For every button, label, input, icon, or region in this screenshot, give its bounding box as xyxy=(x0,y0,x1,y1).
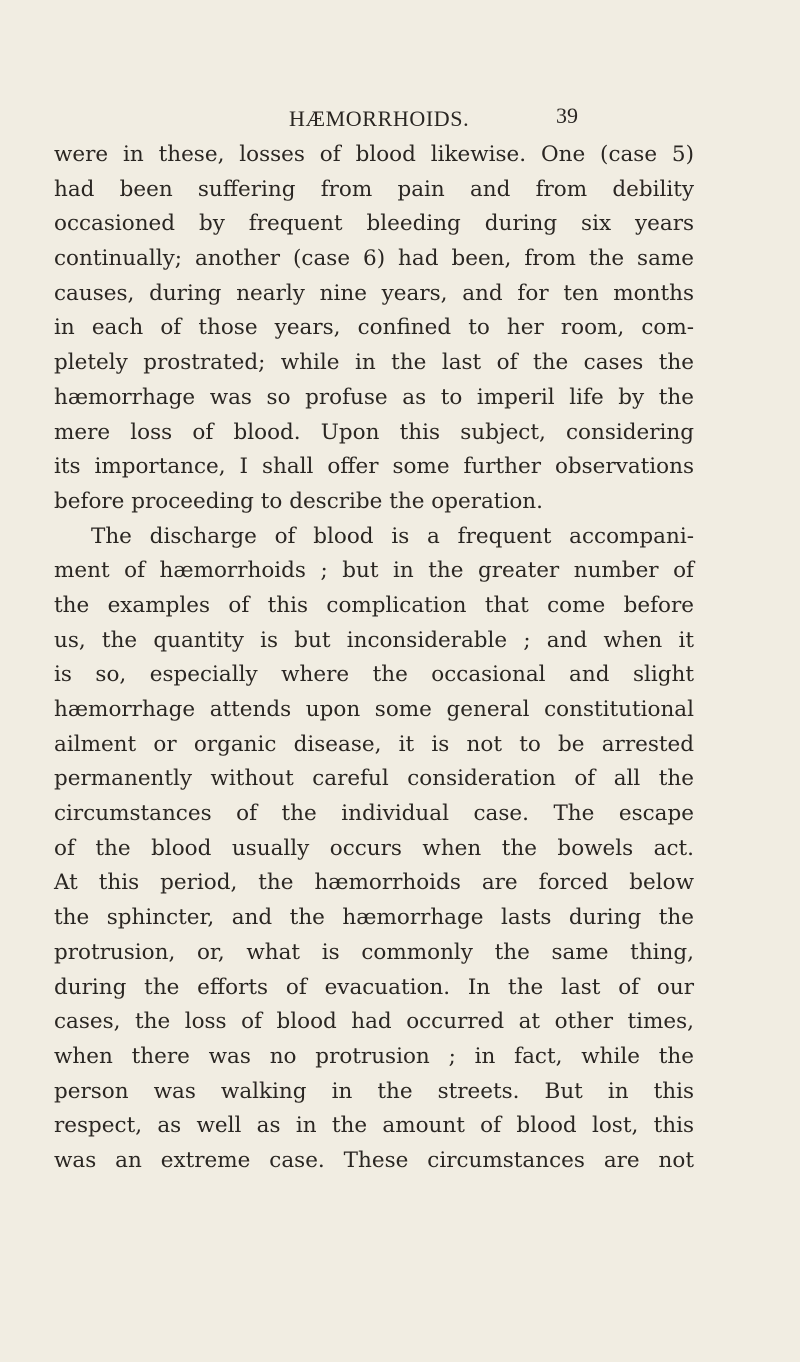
text-line: pletely prostrated; while in the last of the cases the xyxy=(54,350,694,376)
text-line: continually; another (case 6) had been, from the same xyxy=(54,246,694,272)
page-number: 39 xyxy=(556,103,578,128)
text-line: were in these, losses of blood likewise. One (case 5) xyxy=(54,142,694,167)
text-line: when there was no protrusion ; in fact, while the xyxy=(54,1043,694,1069)
text-line: ailment or organic disease, it is not to be arrested xyxy=(54,731,694,757)
text-line: protrusion, or, what is commonly the same thing, xyxy=(54,939,694,965)
text-line: ment of hæmorrhoids ; but in the greater number of xyxy=(54,558,694,584)
text-line: occasioned by frequent bleeding during six years xyxy=(54,211,694,237)
text-line: in each of those years, confined to her room, com- xyxy=(54,315,694,341)
text-line: is so, especially where the occasional and slight xyxy=(54,662,694,688)
text-line: permanently without careful consideration of all the xyxy=(54,766,694,792)
text-line: during the efforts of evacuation. In the last of our xyxy=(54,974,694,1000)
text-line: circumstances of the individual case. The escape xyxy=(54,801,694,827)
text-line: At this period, the hæmorrhoids are forced below xyxy=(54,870,694,896)
body-text xyxy=(54,138,694,1179)
text-line: the examples of this complication that come before xyxy=(54,592,694,618)
text-line: was an extreme case. These circumstances are not xyxy=(54,1147,694,1173)
text-line: us, the quantity is but inconsiderable ; and when it xyxy=(54,627,694,653)
page-header xyxy=(0,103,800,136)
text-line: the sphincter, and the hæmorrhage lasts during the xyxy=(54,905,694,931)
text-line: hæmorrhage attends upon some general constitutional xyxy=(54,697,694,722)
text-line: mere loss of blood. Upon this subject, considering xyxy=(54,419,694,445)
text-line: had been suffering from pain and from debility xyxy=(54,176,694,202)
text-line: respect, as well as in the amount of blood lost, this xyxy=(54,1113,694,1139)
text-line: cases, the loss of blood had occurred at other times, xyxy=(54,1009,694,1035)
text-line: of the blood usually occurs when the bowels act. xyxy=(54,835,694,861)
running-head: HÆMORRHOIDS. xyxy=(289,106,470,131)
paragraph-start-line: The discharge of blood is a frequent accompani- xyxy=(91,523,694,549)
text-line: person was walking in the streets. But in this xyxy=(54,1078,694,1104)
text-line: before proceeding to describe the operation. xyxy=(54,488,543,514)
text-line: causes, during nearly nine years, and for ten months xyxy=(54,280,694,306)
text-line: its importance, I shall offer some further observations xyxy=(54,454,694,480)
text-line: hæmorrhage was so profuse as to imperil life by the xyxy=(54,384,694,410)
